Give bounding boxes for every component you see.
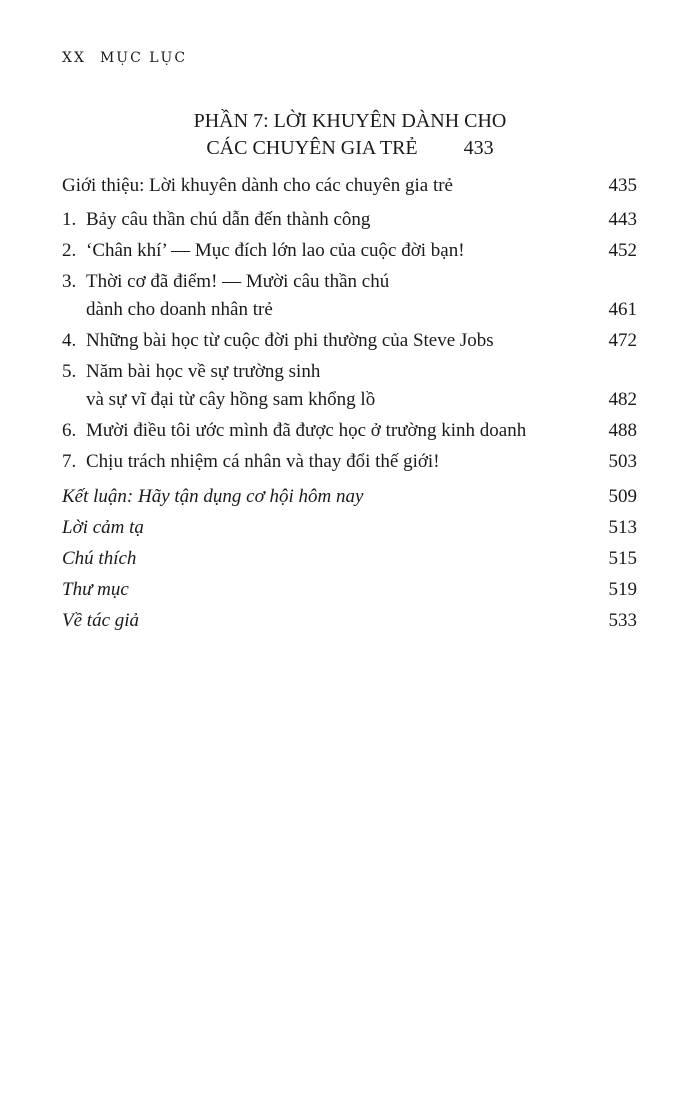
toc-back-matter	[62, 483, 637, 635]
part-heading-page: 433	[463, 137, 494, 159]
back-matter-label: Về tác giả	[62, 610, 140, 631]
toc-row-conclusion[interactable]	[62, 483, 637, 511]
part-heading-line2-row	[206, 135, 493, 162]
toc-row-chapter-6[interactable]	[62, 417, 637, 445]
toc-row-intro[interactable]	[62, 172, 637, 200]
chapter-number: 4.	[62, 330, 77, 351]
chapter-page: 472	[608, 330, 637, 351]
chapter-number: 1.	[62, 209, 77, 230]
toc-row-chapter-1[interactable]	[62, 206, 637, 234]
chapter-page: 503	[608, 451, 637, 472]
back-matter-label: Chú thích	[62, 548, 137, 569]
chapter-title: Thời cơ đã điểm! — Mười câu thần chú	[86, 271, 390, 292]
toc-intro-label: Giới thiệu: Lời khuyên dành cho các chuyên gia trẻ	[62, 175, 453, 196]
chapter-title: Bảy câu thần chú dẫn đến thành công	[86, 209, 371, 230]
chapter-title-continued: dành cho doanh nhân trẻ	[86, 299, 273, 320]
toc-row-chapter-3[interactable]	[62, 268, 637, 324]
running-head-page-number: XX	[62, 50, 86, 66]
back-matter-page: 513	[608, 517, 637, 538]
chapter-title: Mười điều tôi ước mình đã được học ở trường kinh doanh	[86, 420, 527, 441]
toc-row-chapter-4[interactable]	[62, 327, 637, 355]
toc-chapters	[62, 206, 637, 476]
toc-row-about-author[interactable]	[62, 607, 637, 635]
back-matter-label: Thư mục	[62, 579, 129, 600]
chapter-number: 5.	[62, 361, 77, 382]
back-matter-page: 515	[608, 548, 637, 569]
chapter-page: 461	[608, 299, 637, 320]
toc-row-notes[interactable]	[62, 545, 637, 573]
back-matter-page: 519	[608, 579, 637, 600]
chapter-title: ‘Chân khí’ — Mục đích lớn lao của cuộc đời bạn!	[86, 240, 465, 261]
chapter-page: 488	[608, 420, 637, 441]
part-heading-line2: CÁC CHUYÊN GIA TRẺ	[206, 137, 418, 159]
chapter-number: 2.	[62, 240, 77, 261]
toc-row-chapter-5[interactable]	[62, 358, 637, 414]
chapter-title: Những bài học từ cuộc đời phi thường của Steve Jobs	[86, 330, 494, 351]
chapter-title: Năm bài học về sự trường sinh	[86, 361, 321, 382]
toc-row-bibliography[interactable]	[62, 576, 637, 604]
back-matter-label: Kết luận: Hãy tận dụng cơ hội hôm nay	[62, 486, 364, 507]
chapter-title: Chịu trách nhiệm cá nhân và thay đổi thế giới!	[86, 451, 440, 472]
running-head	[62, 50, 187, 66]
toc-intro-page: 435	[608, 175, 637, 196]
chapter-title-continued: và sự vĩ đại từ cây hồng sam khổng lồ	[86, 389, 376, 410]
part-heading-line1: PHẦN 7: LỜI KHUYÊN DÀNH CHO	[193, 110, 507, 132]
back-matter-page: 533	[608, 610, 637, 631]
toc-row-acknowledgements[interactable]	[62, 514, 637, 542]
chapter-page: 482	[608, 389, 637, 410]
back-matter-page: 509	[608, 486, 637, 507]
toc-row-chapter-2[interactable]	[62, 237, 637, 265]
chapter-number: 7.	[62, 451, 77, 472]
chapter-page: 443	[608, 209, 637, 230]
chapter-number: 6.	[62, 420, 77, 441]
chapter-page: 452	[608, 240, 637, 261]
back-matter-label: Lời cảm tạ	[62, 517, 144, 538]
chapter-number: 3.	[62, 271, 77, 292]
running-head-title: MỤC LỤC	[99, 50, 188, 66]
part-heading	[0, 108, 700, 162]
toc-intro	[62, 172, 637, 200]
toc-row-chapter-7[interactable]	[62, 448, 637, 476]
